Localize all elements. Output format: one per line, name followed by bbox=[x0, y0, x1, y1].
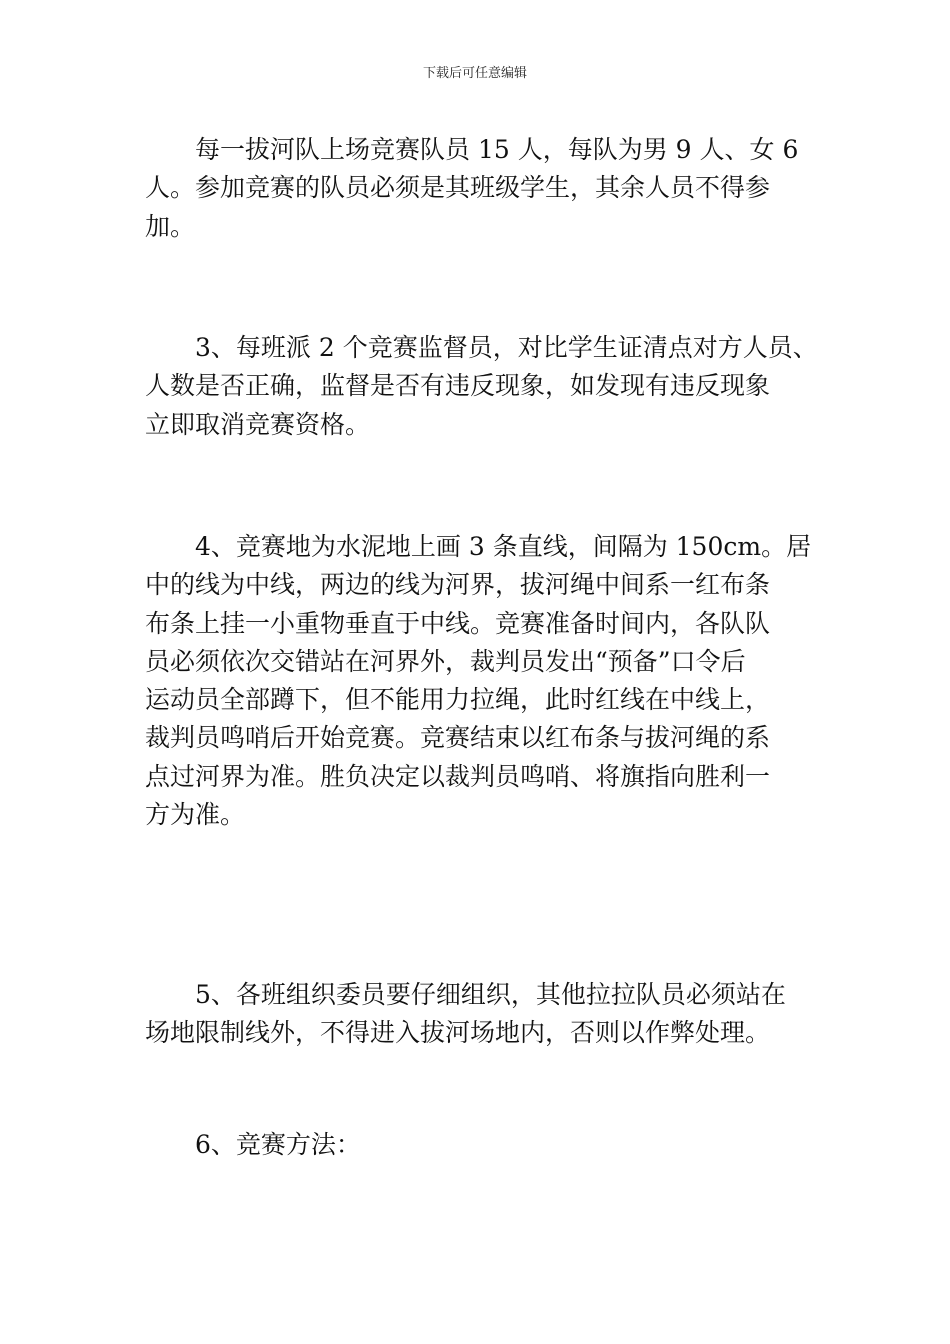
paragraph-line: 裁判员鸣哨后开始竞赛。竞赛结束以红布条与拔河绳的系 bbox=[145, 723, 771, 753]
paragraph-line: 人。参加竞赛的队员必须是其班级学生，其余人员不得参 bbox=[145, 173, 771, 203]
paragraph-line: 点过河界为准。胜负决定以裁判员鸣哨、将旗指向胜利一 bbox=[145, 761, 771, 791]
paragraph-item-3-supervisors bbox=[0, 329, 950, 444]
paragraph-line: 方为准。 bbox=[145, 800, 246, 830]
paragraph-line: 运动员全部蹲下，但不能用力拉绳，此时红线在中线上， bbox=[145, 685, 771, 715]
paragraph-line: 5、各班组织委员要仔细组织，其他拉拉队员必须站在 bbox=[195, 980, 786, 1009]
paragraph-line: 4、竞赛地为水泥地上画 3 条直线，间隔为 150cm。居 bbox=[195, 532, 812, 561]
paragraph-line: 场地限制线外，不得进入拔河场地内，否则以作弊处理。 bbox=[145, 1018, 771, 1048]
paragraph-line: 3、每班派 2 个竞赛监督员，对比学生证清点对方人员、 bbox=[195, 333, 818, 362]
page-header-note: 下载后可任意编辑 bbox=[422, 66, 527, 81]
paragraph-item-6-method bbox=[0, 1126, 950, 1164]
paragraph-line: 加。 bbox=[145, 211, 196, 241]
paragraph-item-5-cheerleaders bbox=[0, 976, 950, 1053]
paragraph-team-composition bbox=[0, 131, 950, 246]
paragraph-line: 员必须依次交错站在河界外，裁判员发出“预备”口令后 bbox=[145, 646, 746, 676]
paragraph-line: 6、竞赛方法： bbox=[195, 1130, 361, 1159]
paragraph-line: 人数是否正确，监督是否有违反现象，如发现有违反现象 bbox=[145, 371, 771, 401]
paragraph-line: 布条上挂一小重物垂直于中线。竞赛准备时间内，各队队 bbox=[145, 608, 771, 638]
paragraph-item-4-field-rules bbox=[0, 528, 950, 834]
paragraph-line: 每一拔河队上场竞赛队员 15 人，每队为男 9 人、女 6 bbox=[195, 135, 799, 164]
paragraph-line: 立即取消竞赛资格。 bbox=[145, 409, 371, 439]
paragraph-line: 中的线为中线，两边的线为河界，拔河绳中间系一红布条 bbox=[145, 570, 771, 600]
